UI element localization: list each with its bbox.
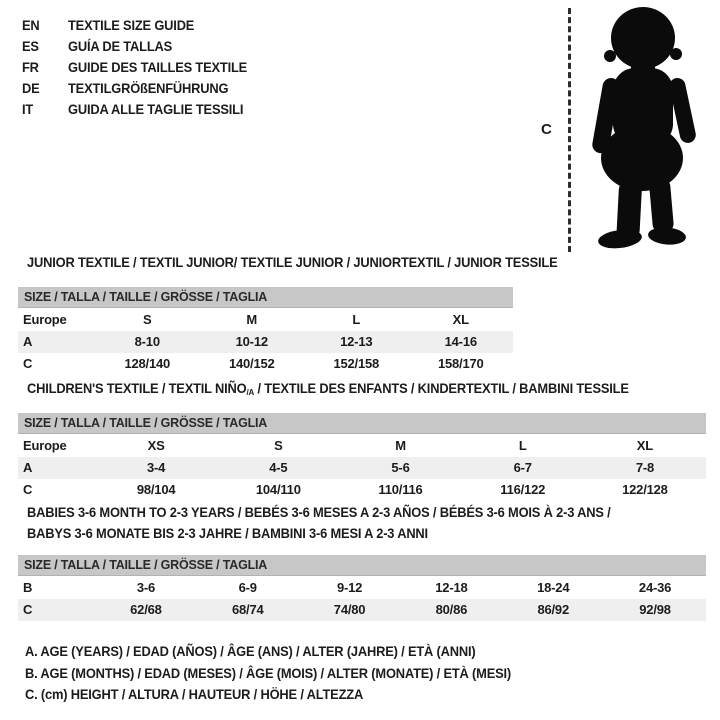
row-label-cell: C bbox=[23, 602, 33, 617]
junior-size-table bbox=[18, 287, 513, 375]
value-cell: 14-16 bbox=[444, 334, 477, 349]
table-row-sizes bbox=[18, 435, 706, 457]
value-cell: 74/80 bbox=[333, 602, 366, 617]
language-code: IT bbox=[22, 101, 34, 117]
table-row-age bbox=[18, 331, 513, 353]
row-label-cell: C bbox=[23, 356, 33, 371]
value-cell: 9-12 bbox=[336, 580, 363, 595]
size-cell: S bbox=[143, 312, 152, 327]
row-label-cell: A bbox=[23, 334, 33, 349]
babies-section-title bbox=[27, 502, 611, 544]
language-code: ES bbox=[22, 38, 39, 54]
value-cell: 4-5 bbox=[269, 460, 288, 475]
value-cell: 8-10 bbox=[134, 334, 160, 349]
value-cell: 92/98 bbox=[639, 602, 671, 617]
children-title-sub: /A bbox=[246, 387, 255, 397]
value-cell: 98/104 bbox=[136, 482, 176, 497]
size-cell: XL bbox=[636, 438, 654, 453]
value-cell: 122/128 bbox=[622, 482, 668, 497]
size-header-bar: SIZE / TALLA / TAILLE / GRÖSSE / TAGLIA bbox=[18, 287, 513, 308]
height-measure-dotted-line bbox=[568, 8, 571, 252]
language-title-list bbox=[22, 15, 247, 120]
region-label-cell: Europe bbox=[23, 438, 67, 453]
value-cell: 68/74 bbox=[231, 602, 264, 617]
legend-notes bbox=[25, 641, 511, 706]
size-cell: S bbox=[274, 438, 283, 453]
size-header-bar: SIZE / TALLA / TAILLE / GRÖSSE / TAGLIA bbox=[18, 413, 706, 434]
language-row bbox=[22, 78, 247, 99]
children-title-post: / TEXTILE DES ENFANTS / KINDERTEXTIL / BAMBINI TESSILE bbox=[254, 380, 629, 396]
language-row bbox=[22, 36, 247, 57]
note-age-years: A. AGE (YEARS) / EDAD (AÑOS) / ÂGE (ANS) / ALTER (JAHRE) / ETÀ (ANNI) bbox=[25, 643, 476, 659]
table-row-height bbox=[18, 599, 706, 621]
language-code: DE bbox=[22, 80, 40, 96]
size-cell: XL bbox=[452, 312, 469, 327]
size-header-bar: SIZE / TALLA / TAILLE / GRÖSSE / TAGLIA bbox=[18, 555, 706, 576]
value-cell: 7-8 bbox=[635, 460, 655, 475]
babies-size-table bbox=[18, 555, 706, 621]
value-cell: 18-24 bbox=[537, 580, 570, 595]
language-label: TEXTILGRÖßENFÜHRUNG bbox=[68, 80, 229, 96]
value-cell: 110/116 bbox=[378, 482, 423, 497]
babies-title-line1: BABIES 3-6 MONTH TO 2-3 YEARS / BEBÉS 3-6 MESES A 2-3 AÑOS / BÉBÉS 3-6 MOIS À 2-3 ANS / bbox=[27, 504, 611, 520]
value-cell: 3-6 bbox=[136, 580, 156, 595]
value-cell: 116/122 bbox=[500, 482, 546, 497]
note-age-months: B. AGE (MONTHS) / EDAD (MESES) / ÂGE (MOIS) / ALTER (MONATE) / ETÀ (MESI) bbox=[25, 664, 512, 681]
region-label-cell: Europe bbox=[23, 312, 67, 327]
row-label-cell: B bbox=[23, 580, 33, 595]
language-row bbox=[22, 57, 247, 78]
value-cell: 6-7 bbox=[513, 460, 532, 475]
language-label: GUIDA ALLE TAGLIE TESSILI bbox=[68, 101, 244, 117]
size-cell: XS bbox=[147, 438, 165, 453]
value-cell: 5-6 bbox=[391, 460, 410, 475]
language-label: TEXTILE SIZE GUIDE bbox=[68, 17, 195, 33]
table-row-age-months bbox=[18, 577, 706, 599]
table-row-height bbox=[18, 353, 513, 375]
value-cell: 12-13 bbox=[340, 334, 373, 349]
value-cell: 62/68 bbox=[130, 602, 162, 617]
value-cell: 152/158 bbox=[333, 356, 380, 371]
value-cell: 128/140 bbox=[124, 356, 171, 371]
language-row bbox=[22, 99, 247, 120]
language-label: GUÍA DE TALLAS bbox=[68, 38, 173, 54]
value-cell: 104/110 bbox=[255, 482, 301, 497]
value-cell: 6-9 bbox=[238, 580, 257, 595]
language-code: EN bbox=[22, 17, 40, 33]
value-cell: 10-12 bbox=[235, 334, 268, 349]
table-row-height bbox=[18, 479, 706, 501]
language-label: GUIDE DES TAILLES TEXTILE bbox=[68, 59, 248, 75]
babies-title-line2: BABYS 3-6 MONATE BIS 2-3 JAHRE / BAMBINI 3-6 MESI A 2-3 ANNI bbox=[27, 525, 428, 541]
language-code: FR bbox=[22, 59, 39, 75]
value-cell: 12-18 bbox=[435, 580, 468, 595]
value-cell: 158/170 bbox=[437, 356, 484, 371]
value-cell: 86/92 bbox=[537, 602, 569, 617]
junior-section-title: JUNIOR TEXTILE / TEXTIL JUNIOR/ TEXTILE JUNIOR / JUNIORTEXTIL / JUNIOR TESSILE bbox=[27, 254, 558, 270]
value-cell: 140/152 bbox=[228, 356, 275, 371]
language-row bbox=[22, 15, 247, 36]
table-row-sizes bbox=[18, 309, 513, 331]
value-cell: 3-4 bbox=[147, 460, 166, 475]
size-cell: L bbox=[352, 312, 361, 327]
height-measure-label: C bbox=[541, 121, 552, 138]
children-size-table bbox=[18, 413, 706, 501]
row-label-cell: A bbox=[23, 460, 33, 475]
value-cell: 24-36 bbox=[638, 580, 672, 595]
toddler-silhouette-icon bbox=[577, 6, 712, 252]
value-cell: 80/86 bbox=[435, 602, 468, 617]
table-row-age bbox=[18, 457, 706, 479]
children-section-title bbox=[27, 378, 629, 403]
row-label-cell: C bbox=[23, 482, 33, 497]
children-title-pre: CHILDREN'S TEXTILE / TEXTIL NIÑO bbox=[27, 380, 247, 396]
size-cell: M bbox=[395, 438, 406, 453]
size-cell: L bbox=[518, 438, 527, 453]
size-cell: M bbox=[246, 312, 258, 327]
note-height-cm: C. (cm) HEIGHT / ALTURA / HAUTEUR / HÖHE / ALTEZZA bbox=[25, 686, 364, 702]
